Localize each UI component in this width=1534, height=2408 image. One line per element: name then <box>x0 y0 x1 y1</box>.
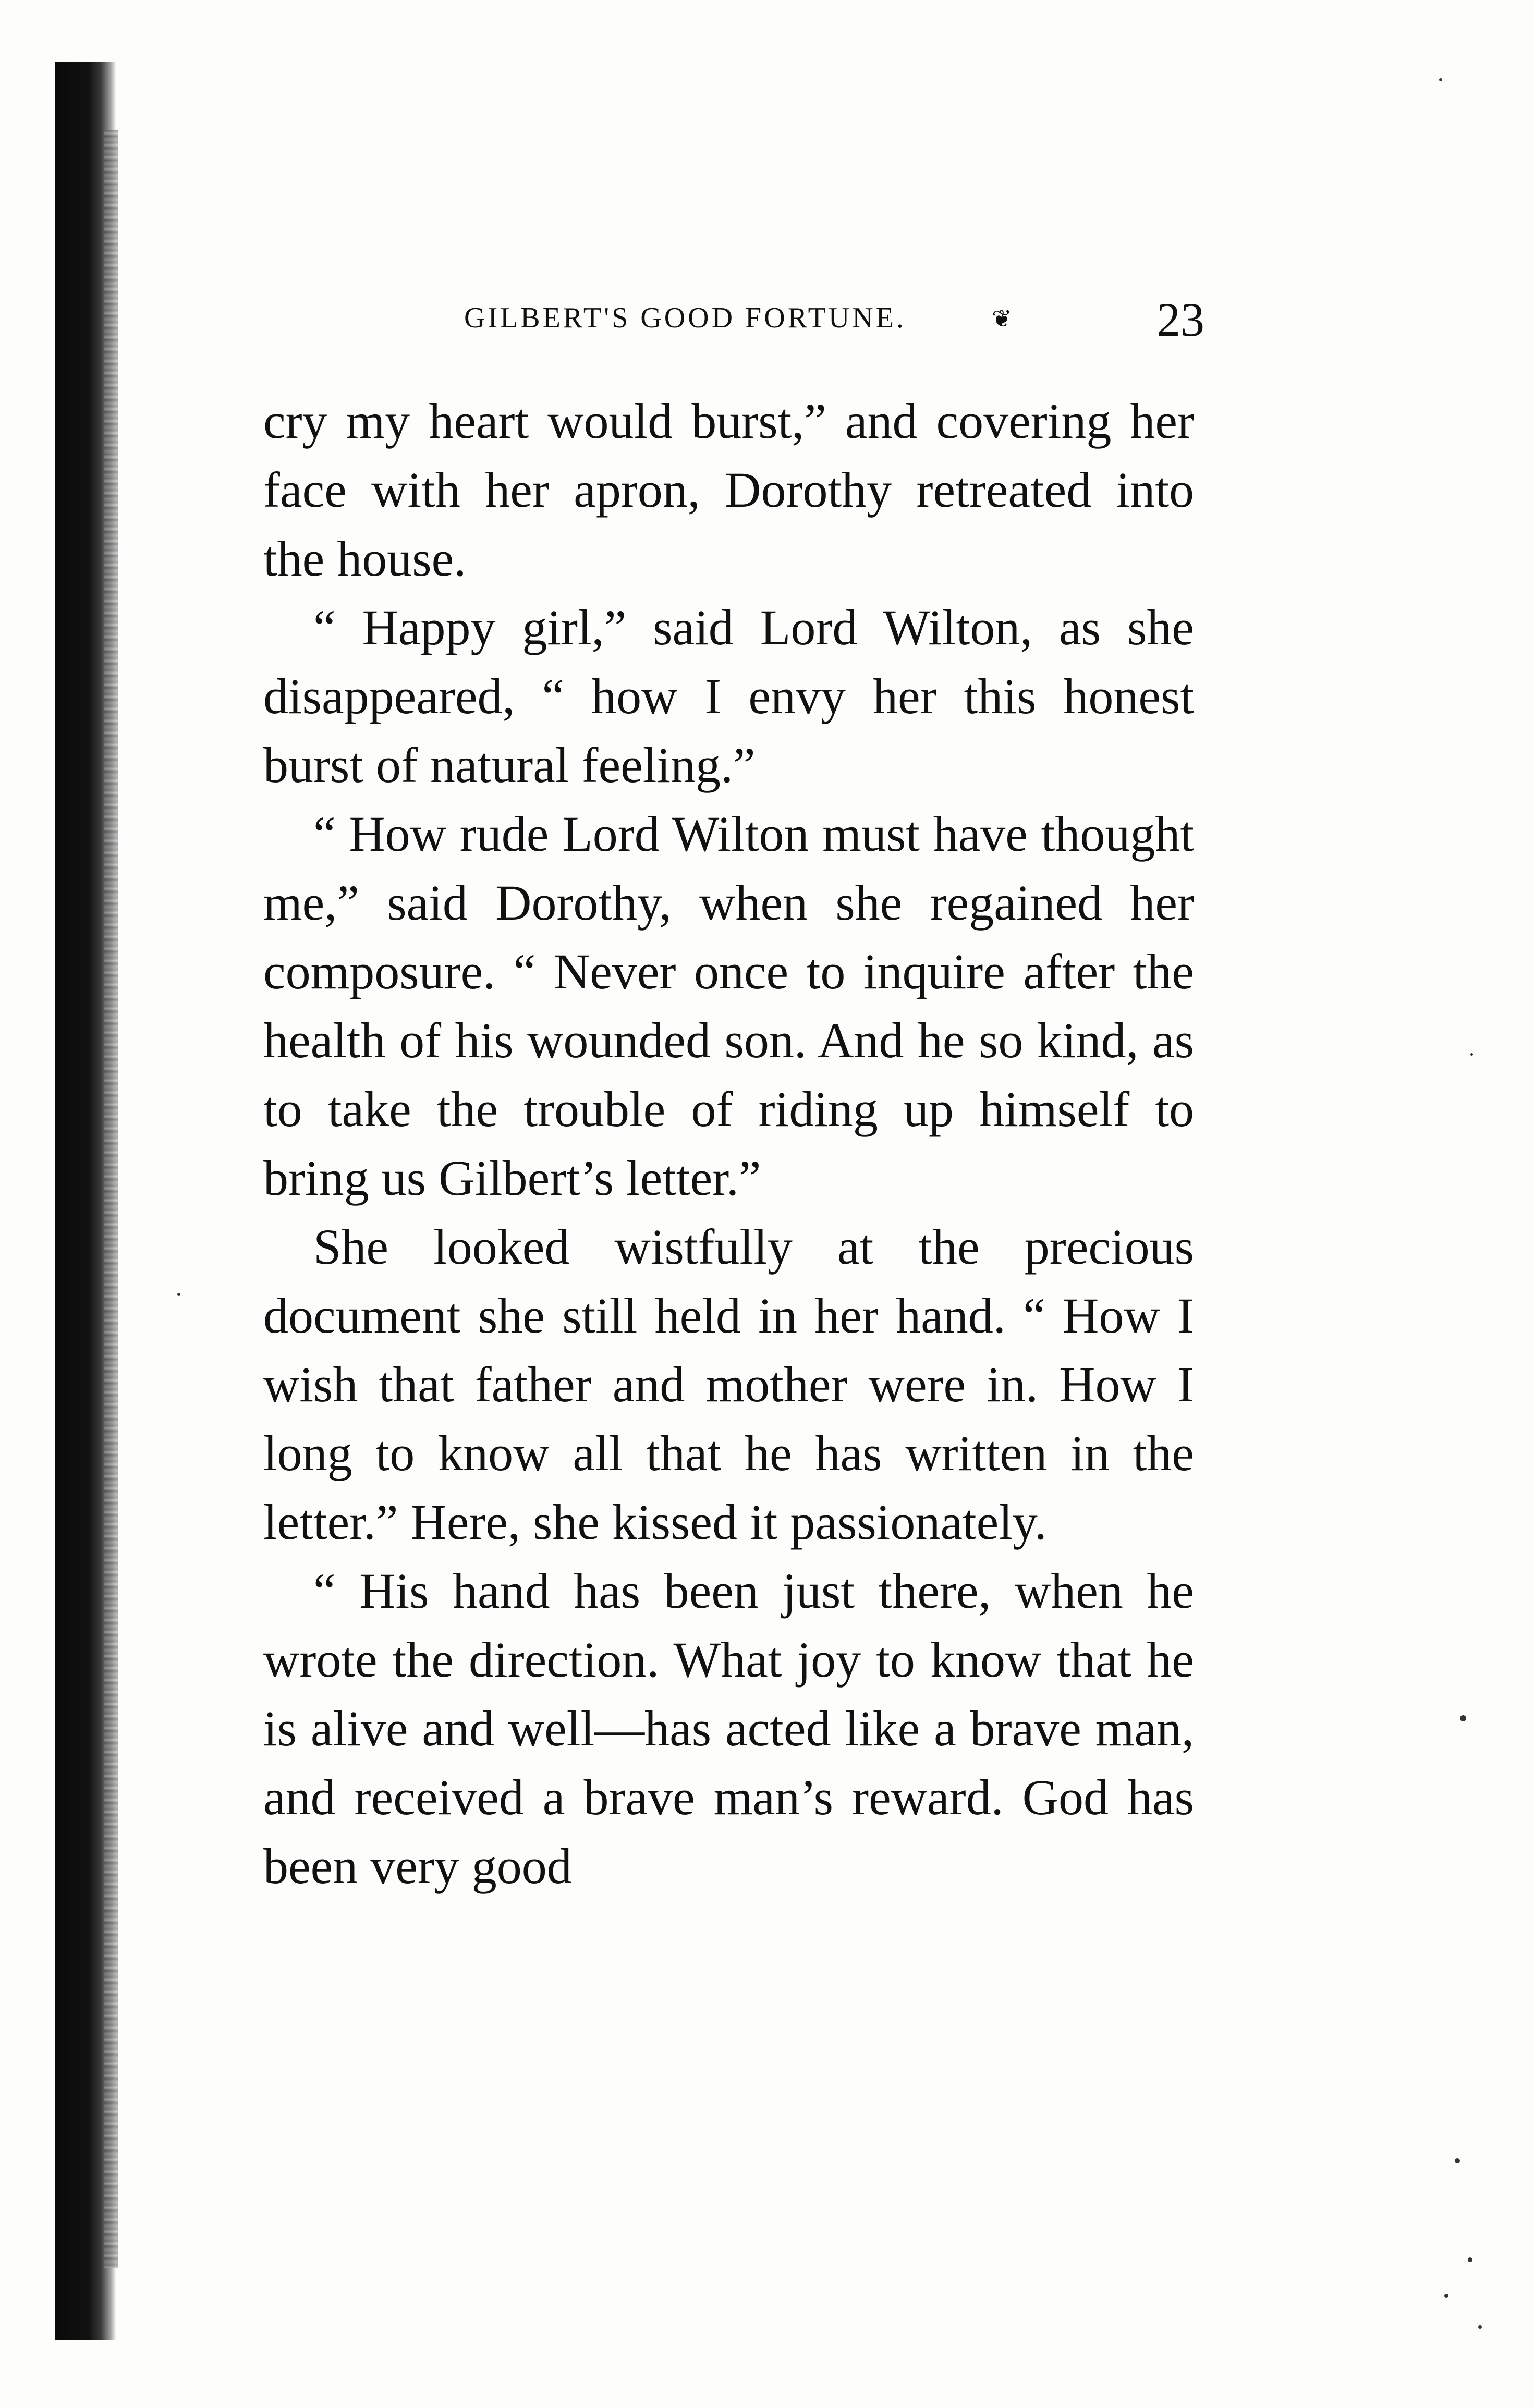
paragraph-5: “ His hand has been just there, when he wrote the direction. What joy to know that he is alive and well—has acted like a brave man, and received a brave man’s reward. God has been very good <box>263 1563 1194 1894</box>
paragraph-2: “ Happy girl,” said Lord Wilton, as she disappeared, “ how I envy her this honest burst of natural feeling.” <box>263 600 1194 793</box>
paragraph-4: She looked wistfully at the precious document she still held in her hand. “ How I wish that father and mother were in. How I long to know all that he has written in the letter.” Here, she kissed it passionately. <box>263 1219 1194 1550</box>
paragraph-1: cry my heart would burst,” and covering her face with her apron, Dorothy retreated into the house. <box>263 393 1194 586</box>
running-title: GILBERT'S GOOD FORTUNE. <box>464 302 906 334</box>
body-text <box>263 387 1194 1901</box>
page-number: 23 <box>1156 293 1204 346</box>
paragraph-3: “ How rude Lord Wilton must have thought me,” said Dorothy, when she regained her composure. “ Never once to inquire after the health of his wounded son. And he so kind, as to take the trouble of riding up himself to bring us Gilbert’s letter.” <box>263 806 1194 1206</box>
binding-edge <box>104 130 118 2268</box>
page-header <box>464 292 1204 355</box>
ornament-icon: ❦ <box>992 305 1012 332</box>
